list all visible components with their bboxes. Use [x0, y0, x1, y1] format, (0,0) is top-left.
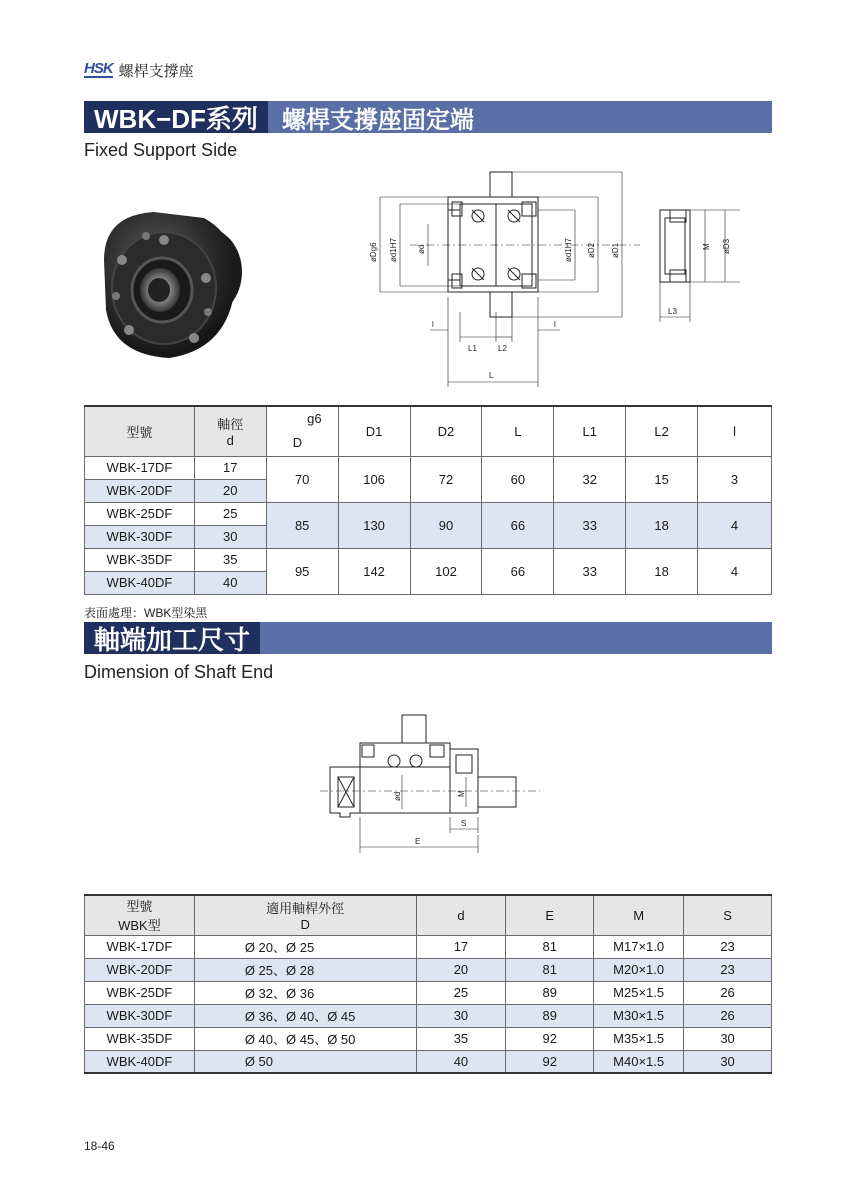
cell-D1: 106 [338, 456, 410, 502]
th2-e: E [506, 895, 594, 935]
th2-dia-bottom: D [300, 917, 310, 933]
cell2-m: M17×1.0 [594, 935, 684, 958]
page-number: 18-46 [84, 1139, 115, 1153]
drawing2-outline [330, 715, 516, 817]
th2-model-top: 型號 [126, 899, 153, 915]
cell2-model: WBK-40DF [85, 1050, 195, 1073]
th2-d: d [416, 895, 506, 935]
label-l3: L3 [668, 307, 677, 316]
th2-m: M [594, 895, 684, 935]
technical-drawing-support [360, 162, 760, 392]
th-shaft-bottom: d [226, 433, 234, 449]
cell-L: 60 [482, 456, 554, 502]
cell2-d: 20 [416, 958, 506, 981]
cell2-m: M40×1.5 [594, 1050, 684, 1073]
table-row [85, 548, 772, 571]
cell2-e: 81 [506, 935, 594, 958]
cell-model: WBK-40DF [85, 571, 195, 594]
cell-D2: 72 [410, 456, 482, 502]
th-g6: g6 [307, 411, 322, 426]
label-d1h7-right: ød1H7 [564, 237, 573, 262]
cell2-e: 89 [506, 981, 594, 1004]
cell-D: 85 [266, 502, 338, 548]
product-photo [84, 200, 254, 370]
title-bar [84, 101, 772, 133]
subtitle-en: Fixed Support Side [84, 140, 238, 160]
label-l-left: l [432, 320, 434, 329]
th-shaft-top: 軸徑 [217, 417, 244, 433]
cell-model: WBK-30DF [85, 525, 195, 548]
cell2-dia: Ø 32、Ø 36 [194, 981, 416, 1004]
label-l-right: l [554, 320, 556, 329]
cell-D: 95 [266, 548, 338, 594]
cell-model: WBK-35DF [85, 548, 195, 571]
label-d1h7-left: ød1H7 [389, 237, 398, 262]
support-spec-table [84, 405, 772, 595]
th-d2: D2 [410, 406, 482, 456]
cell-model: WBK-20DF [85, 479, 195, 502]
cell-D1: 142 [338, 548, 410, 594]
th-l: L [482, 406, 554, 456]
table-row [85, 958, 772, 981]
cell2-m: M35×1.5 [594, 1027, 684, 1050]
cell2-dia: Ø 40、Ø 45、Ø 50 [194, 1027, 416, 1050]
cell2-d: 17 [416, 935, 506, 958]
cell2-s: 23 [684, 958, 772, 981]
cell-D: 70 [266, 456, 338, 502]
th2-model-bottom: WBK型 [118, 918, 161, 934]
th-d [266, 406, 338, 456]
cell-l: 4 [698, 548, 772, 594]
th2-dia [194, 895, 416, 935]
drawing2-dimensions [320, 775, 540, 853]
label2-d: ød [393, 791, 402, 801]
cell-L2: 18 [626, 502, 698, 548]
cell-D2: 90 [410, 502, 482, 548]
th-d1: D1 [338, 406, 410, 456]
cell2-model: WBK-25DF [85, 981, 195, 1004]
th2-model [85, 895, 195, 935]
cell-L: 66 [482, 548, 554, 594]
cell2-e: 92 [506, 1027, 594, 1050]
label-l2: L2 [498, 344, 507, 353]
cell2-s: 30 [684, 1050, 772, 1073]
cell2-s: 26 [684, 1004, 772, 1027]
cell2-model: WBK-17DF [85, 935, 195, 958]
label-d1: øD1 [611, 242, 620, 258]
th-l2: L2 [626, 406, 698, 456]
cell-D2: 102 [410, 548, 482, 594]
cell-L1: 32 [554, 456, 626, 502]
table-row [85, 1004, 772, 1027]
th-l1: L1 [554, 406, 626, 456]
table-row [85, 456, 772, 479]
hsk-logo: HSK [84, 60, 113, 77]
section-title: 軸端加工尺寸 [84, 622, 260, 654]
technical-drawing-shaft-end [310, 705, 550, 855]
cell2-s: 26 [684, 981, 772, 1004]
table-row [85, 1027, 772, 1050]
shaft-end-table [84, 894, 772, 1074]
table-row [85, 1050, 772, 1073]
cell-d: 35 [194, 548, 266, 571]
brand-header [84, 60, 194, 80]
label-d2: øD2 [587, 242, 596, 258]
th-D: D [292, 434, 303, 450]
cell2-d: 30 [416, 1004, 506, 1027]
photo-body [104, 212, 242, 358]
cell2-dia: Ø 25、Ø 28 [194, 958, 416, 981]
cell2-d: 40 [416, 1050, 506, 1073]
cell2-m: M20×1.0 [594, 958, 684, 981]
cell-model: WBK-25DF [85, 502, 195, 525]
th-lsmall: l [698, 406, 772, 456]
section-bar-shaft-end [84, 622, 772, 654]
cell2-dia: Ø 20、Ø 25 [194, 935, 416, 958]
cell-d: 30 [194, 525, 266, 548]
cell2-e: 89 [506, 1004, 594, 1027]
cell-d: 25 [194, 502, 266, 525]
cell-model: WBK-17DF [85, 456, 195, 479]
cell2-s: 30 [684, 1027, 772, 1050]
cell-L: 66 [482, 502, 554, 548]
series-title: WBK−DF系列 [84, 101, 268, 133]
label2-m: M [457, 790, 466, 797]
th-shaft [194, 406, 266, 456]
table1-header-row [85, 406, 772, 456]
label-d: ød [417, 244, 426, 254]
th-model: 型號 [85, 406, 195, 456]
cell-L2: 15 [626, 456, 698, 502]
label-l-total: L [489, 371, 494, 380]
label-d3: øD3 [722, 238, 731, 254]
cell2-dia: Ø 50 [194, 1050, 416, 1073]
cell-L1: 33 [554, 502, 626, 548]
cell2-m: M30×1.5 [594, 1004, 684, 1027]
surface-treatment-note: 表面處理：WBK型染黑 [84, 606, 208, 620]
product-title: 螺桿支撐座固定端 [281, 106, 474, 134]
cell-D1: 130 [338, 502, 410, 548]
cell2-dia: Ø 36、Ø 40、Ø 45 [194, 1004, 416, 1027]
cell2-s: 23 [684, 935, 772, 958]
table-row [85, 935, 772, 958]
cell-l: 3 [698, 456, 772, 502]
label-m: M [702, 243, 711, 250]
cell2-e: 92 [506, 1050, 594, 1073]
table-row [85, 502, 772, 525]
cell-d: 20 [194, 479, 266, 502]
table-row [85, 981, 772, 1004]
drawing-labels [369, 237, 731, 380]
cell2-d: 35 [416, 1027, 506, 1050]
th2-s: S [684, 895, 772, 935]
th2-dia-top: 適用軸桿外徑 [266, 901, 345, 917]
cell-L1: 33 [554, 548, 626, 594]
label-dg6: øDg6 [369, 242, 378, 262]
cell2-model: WBK-20DF [85, 958, 195, 981]
cell-L2: 18 [626, 548, 698, 594]
label2-e: E [415, 837, 421, 846]
drawing2-labels [393, 790, 466, 846]
label2-s: S [461, 819, 467, 828]
cell2-m: M25×1.5 [594, 981, 684, 1004]
cell2-d: 25 [416, 981, 506, 1004]
cell-d: 17 [194, 456, 266, 479]
section-subtitle-en: Dimension of Shaft End [84, 662, 274, 682]
cell2-e: 81 [506, 958, 594, 981]
cell-l: 4 [698, 502, 772, 548]
cell-d: 40 [194, 571, 266, 594]
brand-text: 螺桿支撐座 [118, 62, 194, 80]
label-l1: L1 [468, 344, 477, 353]
cell2-model: WBK-30DF [85, 1004, 195, 1027]
table2-header-row [85, 895, 772, 935]
cell2-model: WBK-35DF [85, 1027, 195, 1050]
